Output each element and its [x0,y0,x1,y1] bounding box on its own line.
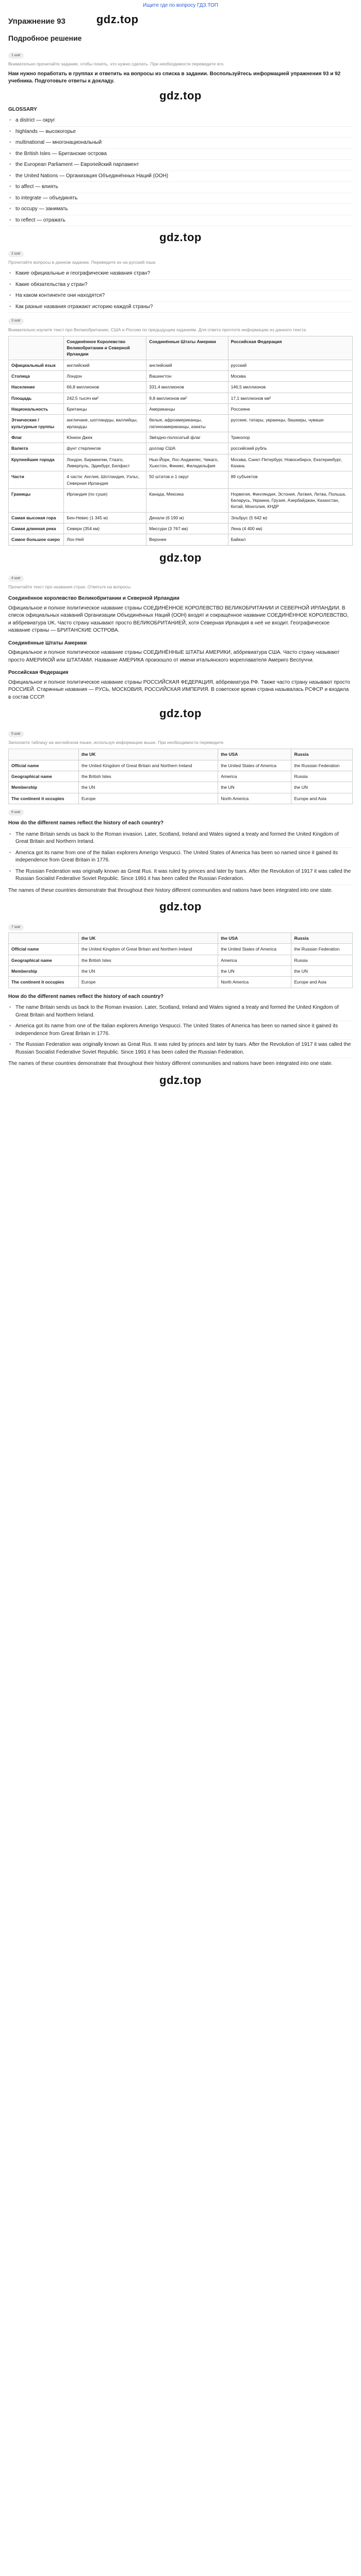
table-cell: Миссури (3 767 км) [146,523,228,534]
step1-task: Нам нужно поработать в группах и ответить на вопросы из списка в задании. Воспользуйтесь информацией упражнения 93 и 92 учебника. Подготовьте ответы к докладу. [8,71,341,84]
step-badge-6: 6 шаг [8,809,24,816]
question-item: • Какие обязательства у стран? [8,280,353,291]
table-cell: Денали (6 190 м) [146,512,228,523]
column-header: Соединённое Королевство Великобритании и Северной Ирландии [64,336,146,360]
top-banner [0,0,361,11]
table-cell: Ирландия (по суше) [64,488,146,512]
table-row [9,404,353,415]
glossary-item: • highlands — высокогорье [8,127,353,138]
row-label: Столица [9,371,64,382]
table-row [9,955,353,965]
table-cell: the UN [291,966,353,977]
table-cell: Звёздно-полосатый флаг [146,432,228,443]
step6-conclusion: The names of these countries demonstrate that throughout their history different communities and nations have been integrated into one state. [8,887,333,893]
step2-hint: Прочитайте вопросы в данном задании. Переведите их на русский язык. [8,260,157,265]
watermark-row [8,705,353,722]
table-row [9,944,353,955]
table-cell: 331,4 миллионов [146,382,228,393]
step7-conclusion: The names of these countries demonstrate that throughout their history different communities and nations have been integrated into one state. [8,1061,333,1067]
row-label: Official name [9,944,79,955]
row-label: Валюта [9,443,64,454]
row-label: Самая длинная река [9,523,64,534]
table-cell: Москва, Санкт-Петербург, Новосибирск, Екатеринбург, Казань [228,454,352,471]
table-header-row [9,933,353,944]
question-item: • Как разные названия отражают историю каждой страны? [8,302,353,313]
section-title: Соединённые Штаты Америки [8,640,87,646]
table-row [9,393,353,403]
table-row [9,771,353,782]
answer-item: • The name Britain sends us back to the Roman invasion. Later, Scotland, Ireland and Wales signed a treaty and formed the United Kingdom of Great Britain and Northern Ireland. [8,1003,353,1021]
row-label: Самая высокая гора [9,512,64,523]
column-header [9,336,64,360]
table-cell: the UN [291,782,353,793]
table-row [9,534,353,545]
section-title: Российская Федерация [8,670,69,676]
table-cell: the United Kingdom of Great Britain and Northern Ireland [78,760,218,771]
row-label: Население [9,382,64,393]
table-cell: 89 субъектов [228,471,352,489]
table-cell: Москва [228,371,352,382]
watermark: gdz.top [159,707,202,720]
glossary-item: • to reflect — отражать [8,215,353,227]
watermark-row [8,1072,353,1089]
table-cell: английский [64,360,146,370]
table-row [9,782,353,793]
glossary-item: • multinational — многонациональный [8,138,353,149]
step3-hint: Внимательно изучите текст про Великобританию, США и Россию по предыдущим заданиям. Для ответа прочтите информацию из данного текста. [8,327,307,332]
table-row [9,443,353,454]
table-cell: the UN [78,782,218,793]
table-cell: Россияне [228,404,352,415]
step-badge-5: 5 шаг [8,731,24,737]
column-header: Russia [291,933,353,944]
table-cell: Норвегия, Финляндия, Эстония, Латвия, Литва, Польша, Беларусь, Украина, Грузия, Азербайджан, Казахстан, Китай, Монголия, КНДР [228,488,352,512]
watermark-row [8,229,353,246]
table-row [9,966,353,977]
column-header: Соединённые Штаты Америки [146,336,228,360]
table-cell: Байкал [228,534,352,545]
final-table-en [8,933,353,988]
exercise-title: Упражнение 93 [8,17,65,26]
table-cell: англичане, шотландцы, валлийцы, ирландцы [64,415,146,432]
step-badge-1: 1 шаг [8,53,24,59]
table-cell: Американцы [146,404,228,415]
table-cell: 17,1 миллионов км² [228,393,352,403]
table-cell: Вашингтон [146,371,228,382]
watermark-row [8,550,353,566]
row-label: Official name [9,760,79,771]
watermark-row [8,899,353,915]
table-cell: Триколор [228,432,352,443]
question-item: • Какие официальные и географические названия стран? [8,268,353,280]
column-header: Российская Федерация [228,336,352,360]
row-label: Границы [9,488,64,512]
glossary-item: • a district — округ [8,115,353,127]
table-cell: America [218,771,291,782]
step6-answers [8,829,353,885]
answer-item: • The Russian Federation was originally known as Great Rus. It was ruled by princes and later by tsars. After the Revolution of 1917 it was called the Russian Socialist Federative Soviet Republic. Since 1991 it has been called the Russian Federation. [8,1040,353,1058]
table-cell: the Russian Federation [291,944,353,955]
row-label: Части [9,471,64,489]
glossary-item: • the European Parliament — Европейский парламент [8,160,353,171]
table-row [9,523,353,534]
step-badge-2: 2 шаг [8,251,24,257]
table-cell: 50 штатов и 1 округ [146,471,228,489]
table-cell: 9,8 миллионов км² [146,393,228,403]
table-cell: the British Isles [78,955,218,965]
table-cell: английский [146,360,228,370]
section-text: Официальное и полное политическое название страны РОССИЙСКАЯ ФЕДЕРАЦИЯ, аббревиатура РФ. Также часто страну называют просто РОССИЕЙ. Старинные названия — РУСЬ, МОСКОВИЯ, РОССИЙСКАЯ ИМПЕРИЯ. В советское время страна называлась РСФСР и входила в состав СССР. [8,679,350,700]
row-label: Крупнейшие города [9,454,64,471]
table-cell: Europe and Asia [291,793,353,804]
table-cell: российский рубль [228,443,352,454]
step-badge-3: 3 шаг [8,318,24,324]
column-header: the UK [78,933,218,944]
glossary-list [8,115,353,226]
table-row [9,471,353,489]
glossary-item: • to integrate — объединять [8,193,353,205]
row-label: Национальность [9,404,64,415]
table-cell: Эльбрус (5 642 м) [228,512,352,523]
table-cell: Нью-Йорк, Лос-Анджелес, Чикаго, Хьюстон, Финикс, Филадельфия [146,454,228,471]
table-row [9,488,353,512]
step4-hint: Прочитайте текст про названия стран. Ответьте на вопросы. [8,584,132,589]
table-cell: Юнион Джек [64,432,146,443]
table-cell: русский [228,360,352,370]
table-cell: 4 части: Англия, Шотландия, Уэльс, Северная Ирландия [64,471,146,489]
row-label: The continent it occupies [9,977,79,988]
column-header: the USA [218,749,291,760]
table-cell: Лена (4 400 км) [228,523,352,534]
table-cell: the UN [78,966,218,977]
table-cell: Верхнее [146,534,228,545]
answer-item: • America got its name from one of the Italian explorers Amerigo Vespucci. The United States of America has been so named since it gained its independence from Great Britain in 1776. [8,1021,353,1040]
table-cell: the British Isles [78,771,218,782]
glossary-item: • the United Nations — Организация Объединённых Наций (ООН) [8,171,353,182]
table-cell: русские, татары, украинцы, башкиры, чуваши [228,415,352,432]
section-title: Соединённое королевство Великобритании и Северной Ирландии [8,596,179,602]
table-cell: Британцы [64,404,146,415]
glossary-item: • the British Isles — Британские острова [8,149,353,160]
top-banner-link[interactable]: Ищите где по вопросу ГДЗ.ТОП [143,3,218,8]
section-text: Официальное и полное политическое название страны СОЕДИНЁННОЕ КОРОЛЕВСТВО ВЕЛИКОБРИТАНИИ И СЕВЕРНОЙ ИРЛАНДИИ. В список официальных названий Организации Объединённых Наций (ООН) входят и сокращённое название СОЕДИНЁННОЕ КОРОЛЕВСТВО, и аббревиатура UK. Часто страну называют просто ВЕЛИКОБРИТАНИЕЙ, хотя Северная Ирландия в неё не входит. Географическое название страны — БРИТАНСКИЕ ОСТРОВА. [8,605,349,634]
table-row [9,760,353,771]
watermark-row [8,88,353,104]
table-cell: Europe [78,793,218,804]
row-label: Этнические / культурные группы [9,415,64,432]
column-header [9,749,79,760]
column-header: Russia [291,749,353,760]
table-cell: North America [218,793,291,804]
step7-answers [8,1003,353,1058]
step6-question: How do the different names reflect the history of each country? [8,820,164,826]
glossary-title: GLOSSARY [8,106,37,112]
watermark: gdz.top [159,231,202,244]
step5-hint: Заполните таблицу на английском языке, используя информацию выше. При необходимости переведите. [8,740,225,745]
table-cell: Russia [291,955,353,965]
answer-item: • The name Britain sends us back to the Roman invasion. Later, Scotland, Ireland and Wales signed a treaty and formed the United Kingdom of Great Britain and Northern Ireland. [8,829,353,848]
table-cell: Europe and Asia [291,977,353,988]
questions-list [8,268,353,313]
table-cell: фунт стерлингов [64,443,146,454]
step7-question: How do the different names reflect the history of each country? [8,993,164,999]
table-row [9,454,353,471]
table-cell: Бен-Невис (1 345 м) [64,512,146,523]
row-label: The continent it occupies [9,793,79,804]
answer-item: • The Russian Federation was originally known as Great Rus. It was ruled by princes and later by tsars. After the Revolution of 1917 it was called the Russian Socialist Federative Soviet Republic. Since 1991 it has been called the Russian Federation. [8,867,353,885]
table-row [9,415,353,432]
table-row [9,977,353,988]
table-cell: Russia [291,771,353,782]
table-cell: the UN [218,966,291,977]
section-text: Официальное и полное политическое название страны СОЕДИНЁННЫЕ ШТАТЫ АМЕРИКИ, аббревиатура США. Часто страну называют просто АМЕРИКОЙ или ШТАТАМИ. Название АМЕРИКА произошло от имени итальянского мореплавателя Америго Веспуччи. [8,650,340,663]
table-cell: 242,5 тысяч км² [64,393,146,403]
step1-hint: Внимательно прочитайте задание, чтобы понять, что нужно сделать. При необходимости переведите его. [8,61,225,67]
table-cell: Лондон [64,371,146,382]
table-cell: the Russian Federation [291,760,353,771]
column-header: the USA [218,933,291,944]
glossary-item: • to affect — влиять [8,182,353,193]
table-row [9,371,353,382]
table-cell: Europe [78,977,218,988]
row-label: Membership [9,966,79,977]
row-label: Самое большое озеро [9,534,64,545]
table-cell: the UN [218,782,291,793]
table-cell: Северн (354 км) [64,523,146,534]
countries-table-en [8,749,353,804]
table-cell: Лондон, Бирмингем, Глазго, Ливерпуль, Эдинбург, Белфаст [64,454,146,471]
watermark: gdz.top [96,13,139,26]
table-row [9,432,353,443]
table-cell: America [218,955,291,965]
table-row [9,793,353,804]
glossary-item: • to occupy — занимать [8,204,353,215]
table-cell: 146,5 миллионов [228,382,352,393]
table-header-row [9,749,353,760]
table-header-row [9,336,353,360]
row-label: Официальный язык [9,360,64,370]
row-label: Membership [9,782,79,793]
table-cell: доллар США [146,443,228,454]
country-names-sections [8,595,353,701]
question-item: • На каком континенте они находятся? [8,291,353,302]
table-cell: North America [218,977,291,988]
watermark: gdz.top [159,89,202,102]
table-cell: the United States of America [218,944,291,955]
countries-table-ru [8,336,353,546]
column-header: the UK [78,749,218,760]
table-cell: Канада, Мексика [146,488,228,512]
step-badge-7: 7 шаг [8,924,24,930]
row-label: Geographical name [9,955,79,965]
table-row [9,360,353,370]
table-cell: белые, афроамериканцы, латиноамериканцы, азиаты [146,415,228,432]
watermark: gdz.top [159,551,202,564]
column-header [9,933,79,944]
table-row [9,512,353,523]
table-row [9,382,353,393]
table-cell: Лох-Ней [64,534,146,545]
row-label: Geographical name [9,771,79,782]
watermark: gdz.top [159,1073,202,1087]
table-cell: 66,8 миллионов [64,382,146,393]
solution-page [0,11,361,1089]
watermark: gdz.top [159,900,202,913]
table-cell: the United States of America [218,760,291,771]
table-cell: the United Kingdom of Great Britain and Northern Ireland [78,944,218,955]
row-label: Флаг [9,432,64,443]
solution-subtitle: Подробное решение [8,33,82,42]
row-label: Площадь [9,393,64,403]
page-header [8,11,353,28]
answer-item: • America got its name from one of the Italian explorers Amerigo Vespucci. The United States of America has been so named since it gained its independence from Great Britain in 1776. [8,848,353,867]
step-badge-4: 4 шаг [8,575,24,582]
